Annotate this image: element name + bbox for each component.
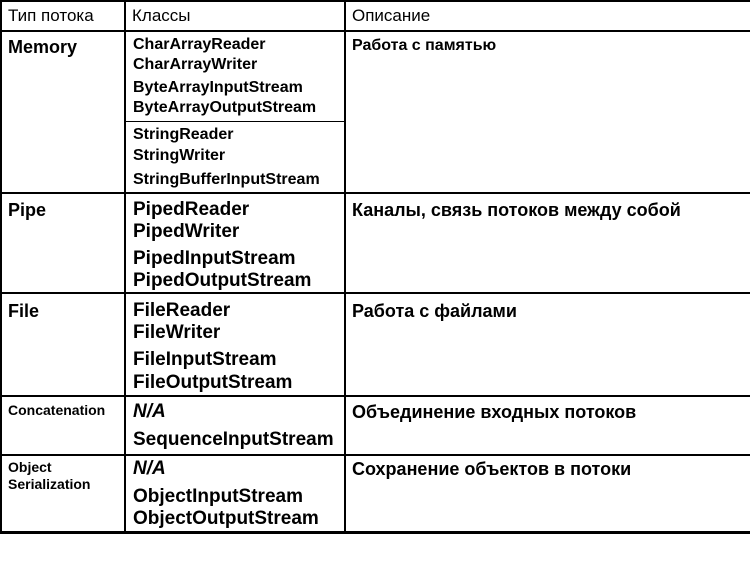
column-divider-1 [124,0,126,534]
header-classes: Классы [132,6,191,25]
class-byte-array-output-stream: ByteArrayOutputStream [133,99,317,116]
class-file-output-stream: FileOutputStream [133,372,293,393]
row-memory-description: Работа с памятью [352,37,497,54]
class-piped-reader: PipedReader [133,199,250,220]
class-string-writer: StringWriter [133,147,226,164]
table-left-border [0,0,2,534]
column-divider-2 [344,0,346,534]
class-file-reader: FileReader [133,300,231,321]
class-object-input-stream: ObjectInputStream [133,486,303,507]
table-bottom-border [0,531,750,534]
header-stream-type: Тип потока [8,6,94,25]
class-string-reader: StringReader [133,126,234,143]
class-object-output-stream: ObjectOutputStream [133,508,319,529]
class-not-applicable: N/A [133,401,166,422]
row-object-serialization-description: Сохранение объектов в потоки [352,459,632,479]
row-concatenation-description: Объединение входных потоков [352,402,637,422]
header-description: Описание [352,6,431,25]
row-pipe-description: Каналы, связь потоков между собой [352,200,681,220]
memory-row-bottom-border [0,192,750,194]
class-piped-input-stream: PipedInputStream [133,248,296,269]
row-file-type: File [8,301,40,321]
header-bottom-border [0,30,750,32]
row-pipe-type: Pipe [8,200,47,220]
concatenation-row-bottom-border [0,454,750,456]
class-piped-writer: PipedWriter [133,221,240,242]
row-file-description: Работа с файлами [352,301,517,321]
row-object-serialization-type-line-2: Serialization [8,476,91,492]
pipe-row-bottom-border [0,292,750,294]
class-string-buffer-input-stream: StringBufferInputStream [133,171,320,188]
class-file-writer: FileWriter [133,322,221,343]
file-row-bottom-border [0,395,750,397]
table-top-border [0,0,750,2]
class-file-input-stream: FileInputStream [133,349,277,370]
class-byte-array-input-stream: ByteArrayInputStream [133,79,303,96]
class-not-applicable: N/A [133,458,166,479]
class-char-array-reader: CharArrayReader [133,36,266,53]
row-concatenation-type: Concatenation [8,402,106,418]
row-memory-type: Memory [8,37,78,57]
class-sequence-input-stream: SequenceInputStream [133,429,334,450]
row-object-serialization-type-line-1: Object [8,459,52,475]
memory-subgroup-divider [125,121,344,122]
class-piped-output-stream: PipedOutputStream [133,270,312,291]
class-char-array-writer: CharArrayWriter [133,56,258,73]
